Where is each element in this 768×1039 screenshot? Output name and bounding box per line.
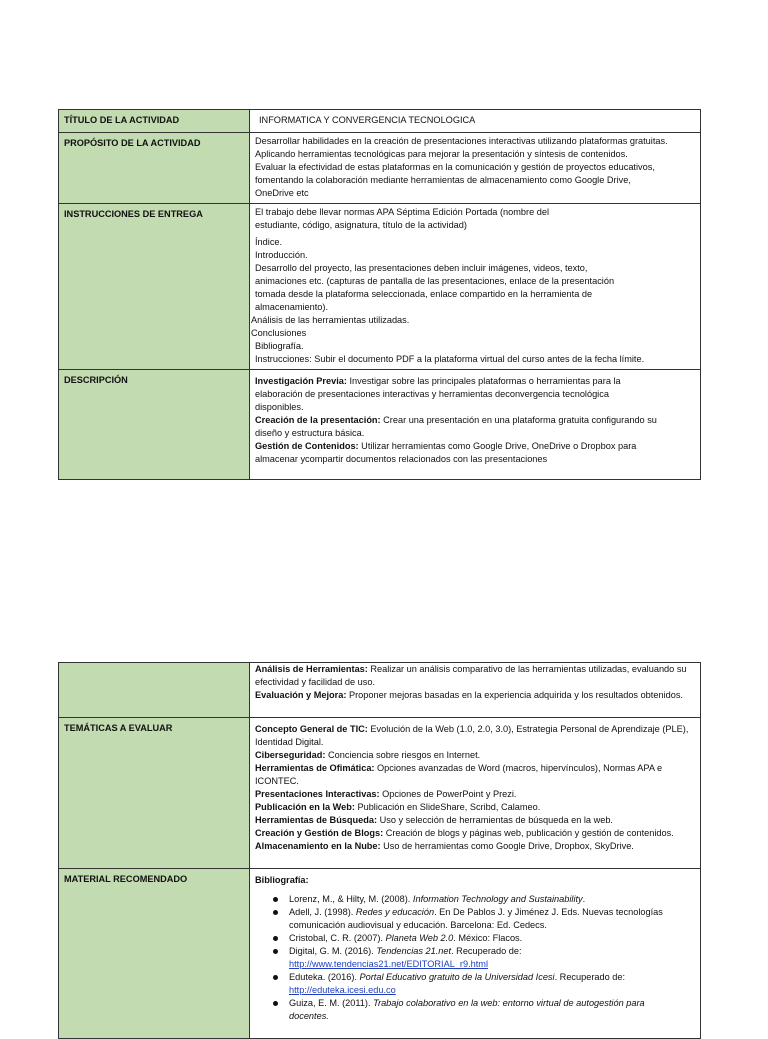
label-material: MATERIAL RECOMENDADO <box>59 869 250 1039</box>
row-proposito <box>59 133 701 204</box>
descripcion-investigacion <box>255 375 696 388</box>
ref-link[interactable]: http://www.tendencias21.net/EDITORIAL_r9.html <box>289 959 488 969</box>
instrucciones-line: almacenamiento). <box>255 302 329 312</box>
tematica-item <box>255 814 696 827</box>
bibliography-item <box>273 893 696 906</box>
tematica-item <box>255 749 696 762</box>
descripcion-creacion <box>255 414 696 427</box>
label-descripcion: DESCRIPCIÓN <box>59 370 250 480</box>
tematica-title: Herramientas de Búsqueda: <box>255 815 378 825</box>
ref-line <box>289 971 696 984</box>
descripcion-line: disponibles. <box>255 402 304 412</box>
gestion-text: Utilizar herramientas como Google Drive, OneDrive o Dropbox para <box>358 441 637 451</box>
ref-title: Tendencias 21.net <box>376 946 452 956</box>
evaluacion-title: Evaluación y Mejora: <box>255 690 347 700</box>
evaluacion-mejora <box>255 689 696 702</box>
ref-rest: . En De Pablos J. y Jiménez J. Eds. Nuevas tecnologías <box>434 907 663 917</box>
ref-line <box>289 997 696 1010</box>
ref-rest: . México: Flacos. <box>453 933 523 943</box>
bibliography-item <box>273 906 696 932</box>
instrucciones-line: Índice. <box>255 237 283 247</box>
ref-rest: . <box>582 894 586 904</box>
analisis-title: Análisis de Herramientas: <box>255 664 368 674</box>
label-instrucciones: INSTRUCCIONES DE ENTREGA <box>59 204 250 370</box>
tematica-line <box>255 723 696 736</box>
bullet-icon <box>273 936 278 941</box>
ref-line <box>289 893 696 906</box>
instrucciones-line: Desarrollo del proyecto, las presentaciones deben incluir imágenes, videos, texto, <box>255 263 588 273</box>
analisis-text: Realizar un análisis comparativo de las herramientas utilizadas, evaluando su <box>367 664 687 674</box>
bibliography-list <box>255 893 696 1023</box>
instrucciones-line: Introducción. <box>255 250 308 260</box>
analisis-line: efectividad y facilidad de uso. <box>255 677 376 687</box>
ref-author: Adell, J. (1998). <box>289 907 356 917</box>
tematica-desc: Opciones de PowerPoint y Prezi. <box>379 789 517 799</box>
instrucciones-intro: estudiante, código, asignatura, título de la actividad) <box>255 220 467 230</box>
descripcion-line: diseño y estructura básica. <box>255 428 365 438</box>
ref-title: Portal Educativo gratuito de la Universidad Icesi <box>359 972 555 982</box>
label-proposito: PROPÓSITO DE LA ACTIVIDAD <box>59 133 250 204</box>
ref-line2 <box>289 1010 696 1023</box>
ref-rest: . Recuperado de: <box>451 946 522 956</box>
row-descripcion <box>59 370 701 480</box>
value-material <box>250 869 701 1039</box>
ref-title: Redes y educación <box>355 907 435 917</box>
row-continuacion <box>59 663 701 718</box>
label-titulo: TÍTULO DE LA ACTIVIDAD <box>59 110 250 133</box>
descripcion-line: elaboración de presentaciones interactivas y herramientas deconvergencia tecnológica <box>255 389 609 399</box>
ref-url-line <box>289 984 696 997</box>
instrucciones-intro: El trabajo debe llevar normas APA Séptima Edición Portada (nombre del <box>255 207 549 217</box>
proposito-line: Aplicando herramientas tecnológicas para mejorar la presentación y síntesis de contenidos. <box>255 149 628 159</box>
evaluacion-text: Proponer mejoras basadas en la experiencia adquirida y los resultados obtenidos. <box>346 690 683 700</box>
creacion-text: Crear una presentación en una plataforma gratuita configurando su <box>380 415 657 425</box>
tematica-item <box>255 723 696 749</box>
instrucciones-bibliografia: Bibliografía. <box>255 341 304 351</box>
proposito-line: Evaluar la efectividad de estas plataformas en la comunicación y gestión de proyectos educativos, <box>255 162 655 172</box>
ref-title: Trabajo colaborativo en la web: entorno virtual de autogestión para <box>373 998 645 1008</box>
tematica-desc: Publicación en SlideShare, Scribd, Calameo. <box>354 802 541 812</box>
tematica-item <box>255 840 696 853</box>
analisis-herramientas <box>255 663 696 676</box>
ref-line <box>289 906 696 919</box>
activity-table <box>58 109 701 480</box>
instrucciones-line: tomada desde la plataforma seleccionada, enlace compartido en la herramienta de <box>255 289 593 299</box>
ref-link[interactable]: http://eduteka.icesi.edu.co <box>289 985 396 995</box>
value-continuacion <box>250 663 701 718</box>
value-instrucciones <box>250 204 701 370</box>
tematica-title: Creación y Gestión de Blogs: <box>255 828 384 838</box>
ref-title: Planeta Web 2.0 <box>385 933 454 943</box>
row-titulo <box>59 110 701 133</box>
tematica-line2: Identidad Digital. <box>255 737 324 747</box>
ref-author: Eduteka. (2016). <box>289 972 360 982</box>
activity-table-continued <box>58 662 701 1039</box>
ref-author: Cristobal, C. R. (2007). <box>289 933 386 943</box>
tematica-title: Publicación en la Web: <box>255 802 355 812</box>
tematica-desc: Conciencia sobre riesgos en Internet. <box>325 750 481 760</box>
instrucciones-conclusiones: Conclusiones <box>251 328 307 338</box>
investigacion-text: Investigar sobre las principales plataformas o herramientas para la <box>346 376 621 386</box>
bibliography-item <box>273 932 696 945</box>
tematica-title: Almacenamiento en la Nube: <box>255 841 381 851</box>
bullet-icon <box>273 910 278 915</box>
tematica-item <box>255 762 696 788</box>
descripcion-gestion <box>255 440 696 453</box>
ref-title-cont: docentes. <box>289 1011 329 1021</box>
gestion-title: Gestión de Contenidos: <box>255 441 359 451</box>
ref-url-line <box>289 958 696 971</box>
proposito-line: OneDrive etc <box>255 188 309 198</box>
ref-author: Guiza, E. M. (2011). <box>289 998 374 1008</box>
instrucciones-analisis: Análisis de las herramientas utilizadas. <box>251 315 410 325</box>
value-descripcion <box>250 370 701 480</box>
tematica-desc: Uso y selección de herramientas de búsqueda en la web. <box>377 815 613 825</box>
label-tematicas: TEMÁTICAS A EVALUAR <box>59 718 250 869</box>
ref-author: Lorenz, M., & Hilty, M. (2008). <box>289 894 413 904</box>
bibliografia-heading <box>255 874 696 887</box>
row-material <box>59 869 701 1039</box>
value-tematicas <box>250 718 701 869</box>
label-empty <box>59 663 250 718</box>
tematica-line2: ICONTEC. <box>255 776 299 786</box>
tematica-desc: Evolución de la Web (1.0, 2.0, 3.0), Estrategia Personal de Aprendizaje (PLE), <box>367 724 689 734</box>
bullet-icon <box>273 1001 278 1006</box>
descripcion-line: almacenar ycompartir documentos relacionados con las presentaciones <box>255 454 548 464</box>
tematica-item <box>255 827 696 840</box>
bullet-icon <box>273 975 278 980</box>
tematica-line <box>255 762 696 775</box>
creacion-title: Creación de la presentación: <box>255 415 381 425</box>
bibliografia-title: Bibliografía: <box>255 875 309 885</box>
tematica-desc: Opciones avanzadas de Word (macros, hipervínculos), Normas APA e <box>374 763 663 773</box>
tematica-title: Concepto General de TIC: <box>255 724 368 734</box>
instrucciones-line: animaciones etc. (capturas de pantalla de las presentaciones, enlace de la presentación <box>255 276 615 286</box>
bibliography-item <box>273 997 696 1023</box>
tematica-title: Ciberseguridad: <box>255 750 326 760</box>
row-tematicas <box>59 718 701 869</box>
tematica-title: Presentaciones Interactivas: <box>255 789 380 799</box>
ref-author: Digital, G. M. (2016). <box>289 946 377 956</box>
ref-title: Information Technology and Sustainability <box>412 894 583 904</box>
ref-line2: comunicación audiovisual y educación. Barcelona: Ed. Cedecs. <box>289 920 547 930</box>
proposito-line: Desarrollar habilidades en la creación de presentaciones interactivas utilizando plataformas gratuitas. <box>255 136 668 146</box>
bibliography-item <box>273 971 696 997</box>
value-proposito <box>250 133 701 204</box>
value-titulo <box>250 110 701 133</box>
ref-line <box>289 932 696 945</box>
ref-rest: . Recuperado de: <box>554 972 626 982</box>
ref-line <box>289 945 696 958</box>
investigacion-title: Investigación Previa: <box>255 376 347 386</box>
bullet-icon <box>273 949 278 954</box>
tematica-title: Herramientas de Ofimática: <box>255 763 375 773</box>
titulo-text: INFORMATICA Y CONVERGENCIA TECNOLOGICA <box>259 115 476 125</box>
tematica-desc: Uso de herramientas como Google Drive, Dropbox, SkyDrive. <box>380 841 634 851</box>
bullet-icon <box>273 897 278 902</box>
tematica-item <box>255 801 696 814</box>
instrucciones-final: Instrucciones: Subir el documento PDF a la plataforma virtual del curso antes de la fecha límite. <box>255 354 645 364</box>
proposito-line: fomentando la colaboración mediante herramientas de almacenamiento como Google Drive, <box>255 175 631 185</box>
bibliography-item <box>273 945 696 971</box>
tematica-item <box>255 788 696 801</box>
row-instrucciones <box>59 204 701 370</box>
tematica-desc: Creación de blogs y páginas web, publicación y gestión de contenidos. <box>383 828 674 838</box>
